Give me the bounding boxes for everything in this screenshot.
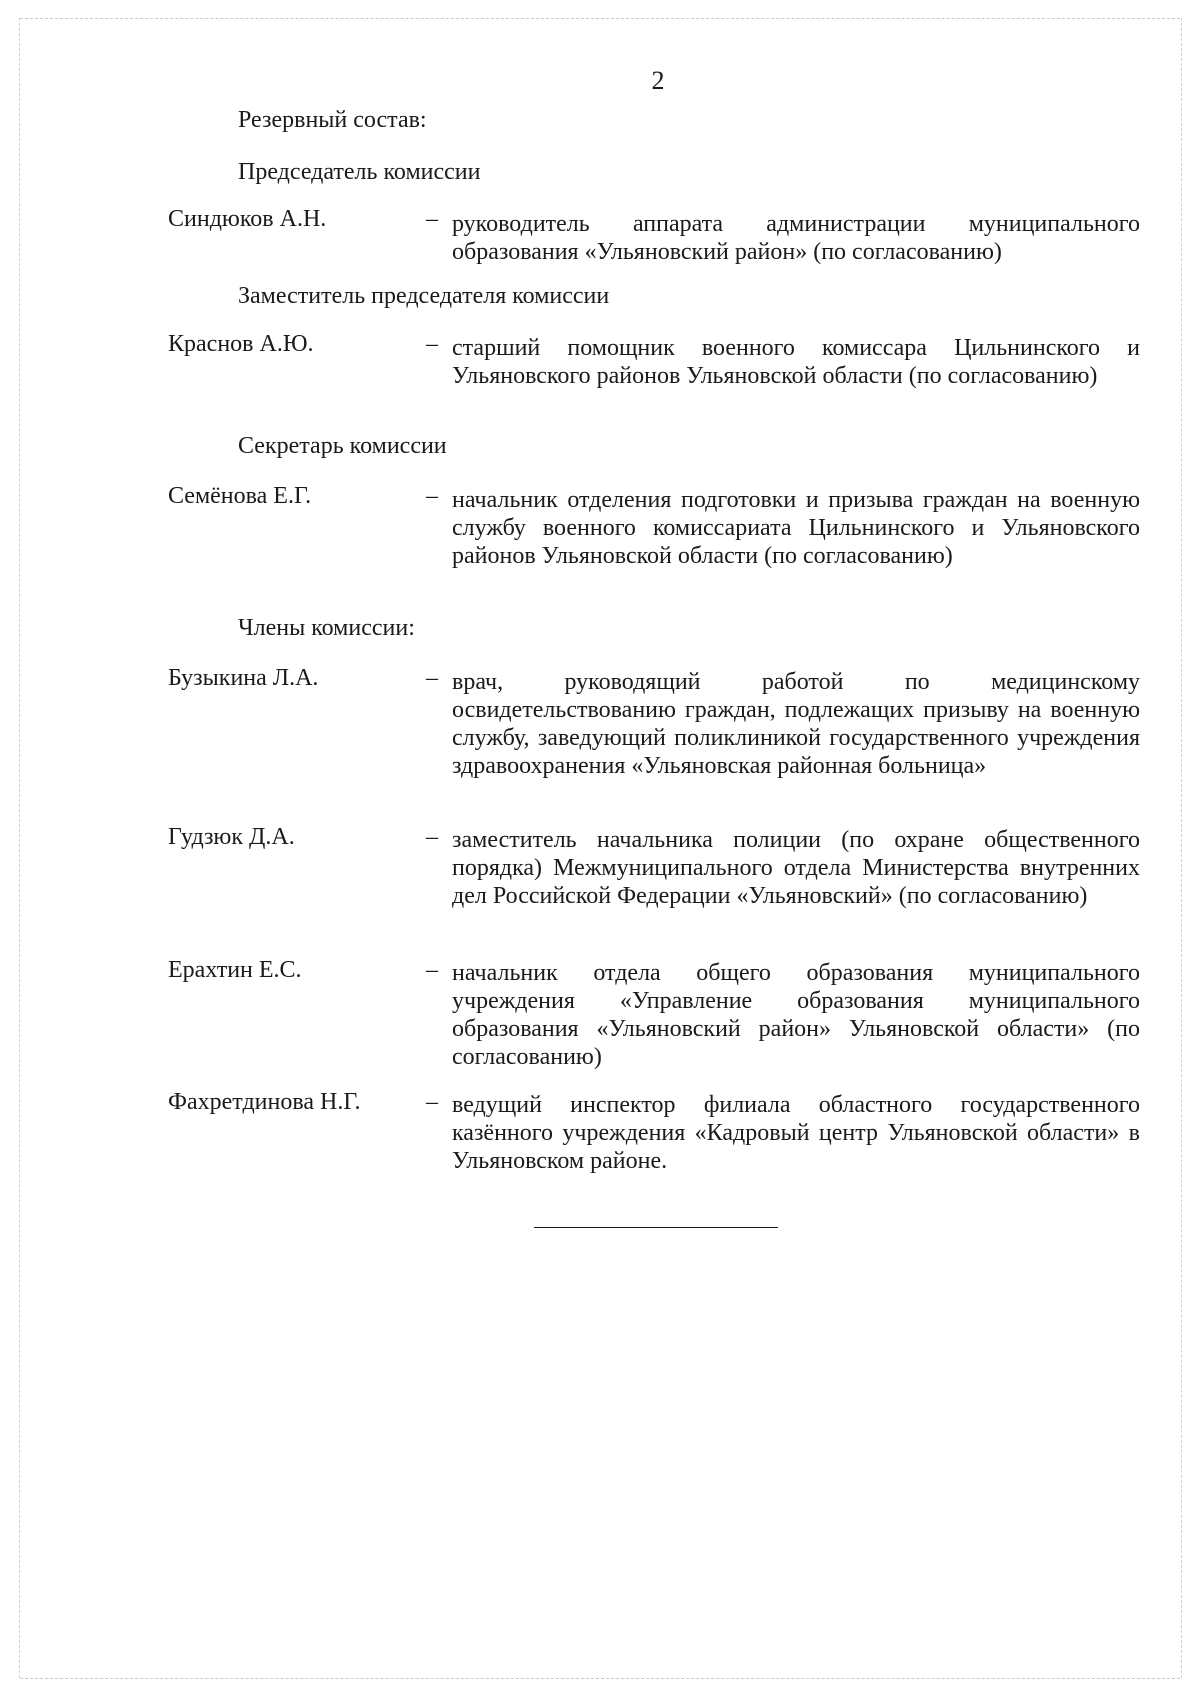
dash-separator: – <box>426 824 438 850</box>
dash-separator: – <box>426 331 438 357</box>
dash-separator: – <box>426 1089 438 1115</box>
member-name: Краснов А.Ю. <box>168 331 314 357</box>
section-heading-deputy: Заместитель председателя комиссии <box>238 283 610 309</box>
member-role: ведущий инспектор филиала областного государственного казённого учреждения «Кадровый центр Ульяновской области» в Ульяновском районе. <box>452 1092 1140 1174</box>
member-name: Бузыкина Л.А. <box>168 665 319 691</box>
dash-separator: – <box>426 957 438 983</box>
scan-edge-top <box>20 18 1180 19</box>
member-name: Синдюков А.Н. <box>168 206 327 232</box>
member-role: старший помощник военного комиссара Цильнинского и Ульяновского районов Ульяновской области (по согласованию) <box>452 335 1140 389</box>
member-role: заместитель начальника полиции (по охране общественного порядка) Межмуниципального отдела Министерства внутренних дел Российской Федерации «Ульяновский» (по согласованию) <box>452 827 1140 909</box>
page-number: 2 <box>651 66 665 95</box>
member-name: Семёнова Е.Г. <box>168 483 312 509</box>
member-role: начальник отдела общего образования муниципального учреждения «Управление образования муниципального образования «Ульяновский район» Ульяновской области» (по согласованию) <box>452 960 1140 1070</box>
dash-separator: – <box>426 665 438 691</box>
member-name: Ерахтин Е.С. <box>168 957 302 983</box>
scan-edge-left <box>19 18 20 1678</box>
member-role: начальник отделения подготовки и призыва граждан на военную службу военного комиссариата Цильнинского и Ульяновского районов Ульяновской области (по согласованию) <box>452 487 1140 569</box>
scan-edge-bottom <box>20 1678 1180 1679</box>
closing-rule <box>534 1227 778 1228</box>
section-heading-members: Члены комиссии: <box>238 615 415 641</box>
section-heading-chairman: Председатель комиссии <box>238 159 481 185</box>
member-name: Фахретдинова Н.Г. <box>168 1089 361 1115</box>
scan-edge-right <box>1181 18 1182 1678</box>
member-role: врач, руководящий работой по медицинскому освидетельствованию граждан, подлежащих призыву на военную службу, заведующий поликлиникой государственного учреждения здравоохранения «Ульяновская районная больница» <box>452 669 1140 779</box>
member-role: руководитель аппарата администрации муниципального образования «Ульяновский район» (по согласованию) <box>452 211 1140 265</box>
reserve-title: Резервный состав: <box>238 107 427 133</box>
member-name: Гудзюк Д.А. <box>168 824 295 850</box>
dash-separator: – <box>426 483 438 509</box>
section-heading-secretary: Секретарь комиссии <box>238 433 447 459</box>
dash-separator: – <box>426 206 438 232</box>
